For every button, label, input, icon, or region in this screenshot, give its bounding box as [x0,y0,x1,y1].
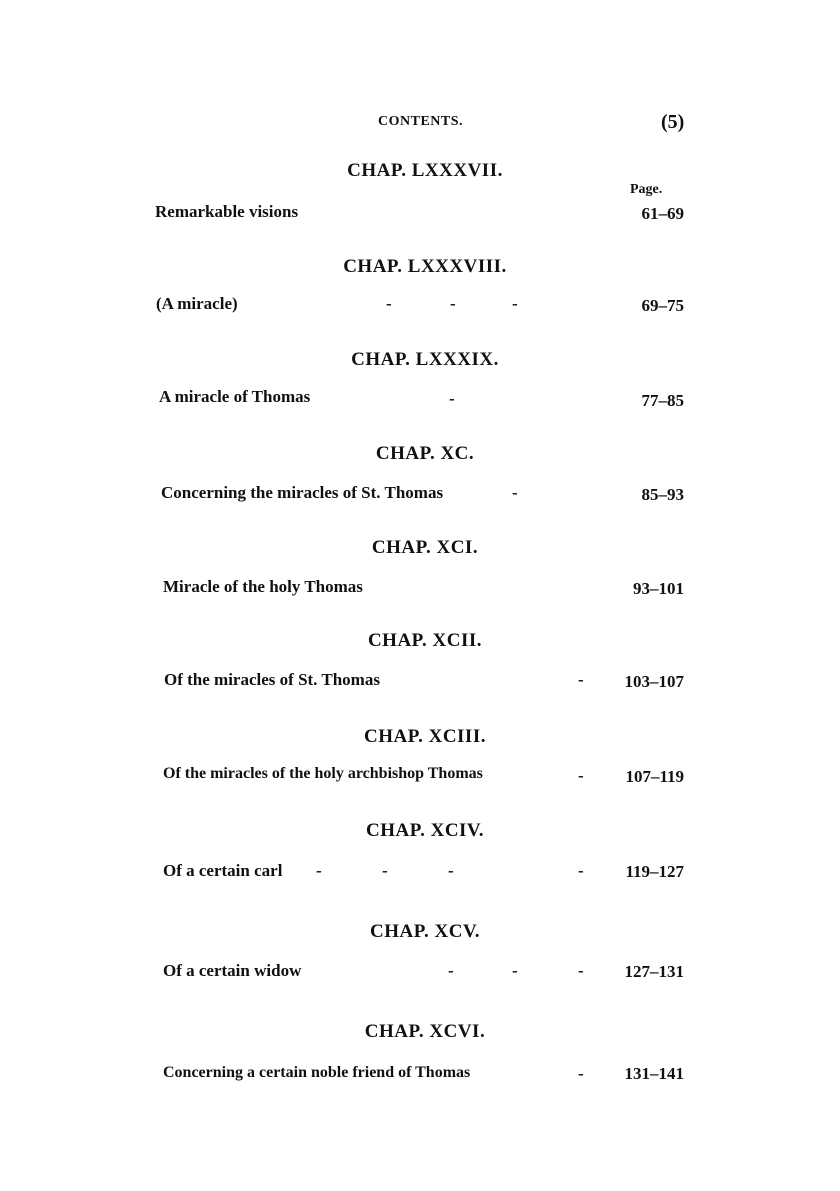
page-column-label: Page. [630,182,663,197]
leader-dash: - [448,961,454,980]
leader-dash: - [512,483,518,502]
chapter-heading: CHAP. LXXXVII. [347,160,503,181]
leader-dash: - [450,294,456,313]
chapter-pages: 69–75 [641,296,684,315]
chapter-title: A miracle of Thomas [159,387,311,406]
chapter-title: Of the miracles of St. Thomas [164,670,380,689]
chapter-title: Concerning a certain noble friend of Thomas [163,1064,471,1081]
chapter-heading: CHAP. XCIV. [366,820,484,841]
leader-dash: - [578,670,584,689]
chapter-heading: CHAP. XCV. [369,921,481,942]
chapter-title: Miracle of the holy Thomas [163,577,363,596]
leader-dash: - [448,861,454,880]
chapter-pages: 103–107 [624,672,684,691]
chapter-pages: 61–69 [641,204,684,223]
chapter-heading: CHAP. XCI. [371,537,479,558]
chapter-pages: 107–119 [625,767,684,786]
leader-dash: - [449,389,455,408]
chapter-pages: 93–101 [633,579,684,598]
chapter-heading: CHAP. LXXXIX. [351,349,499,370]
chapter-title: Of the miracles of the holy archbishop Thomas [163,765,483,782]
chapter-title: Remarkable visions [155,202,299,221]
leader-dash: - [578,1064,584,1083]
running-title: CONTENTS. [378,114,464,129]
leader-dash: - [578,861,584,880]
chapter-title: Concerning the miracles of St. Thomas [161,483,444,502]
chapter-heading: CHAP. XCIII. [364,726,486,747]
chapter-pages: 77–85 [641,391,684,410]
page-number: (5) [661,111,685,133]
leader-dash: - [382,861,388,880]
running-head [0,112,840,136]
leader-dash: - [512,294,518,313]
chapter-pages: 85–93 [641,485,684,504]
chapter-heading: CHAP. XCVI. [364,1021,486,1042]
leader-dash: - [316,861,322,880]
chapter-title: (A miracle) [156,294,238,313]
chapter-heading: CHAP. LXXXVIII. [343,256,507,277]
leader-dash: - [578,961,584,980]
chapter-title: Of a certain carl [163,861,283,880]
leader-dash: - [512,961,518,980]
chapter-heading: CHAP. XCII. [367,630,483,651]
chapter-pages: 131–141 [624,1064,684,1083]
leader-dash: - [386,294,392,313]
leader-dash: - [578,766,584,785]
chapter-heading: CHAP. XC. [375,443,475,464]
chapter-pages: 127–131 [624,962,684,981]
chapter-title: Of a certain widow [163,961,302,980]
chapter-pages: 119–127 [625,862,684,881]
